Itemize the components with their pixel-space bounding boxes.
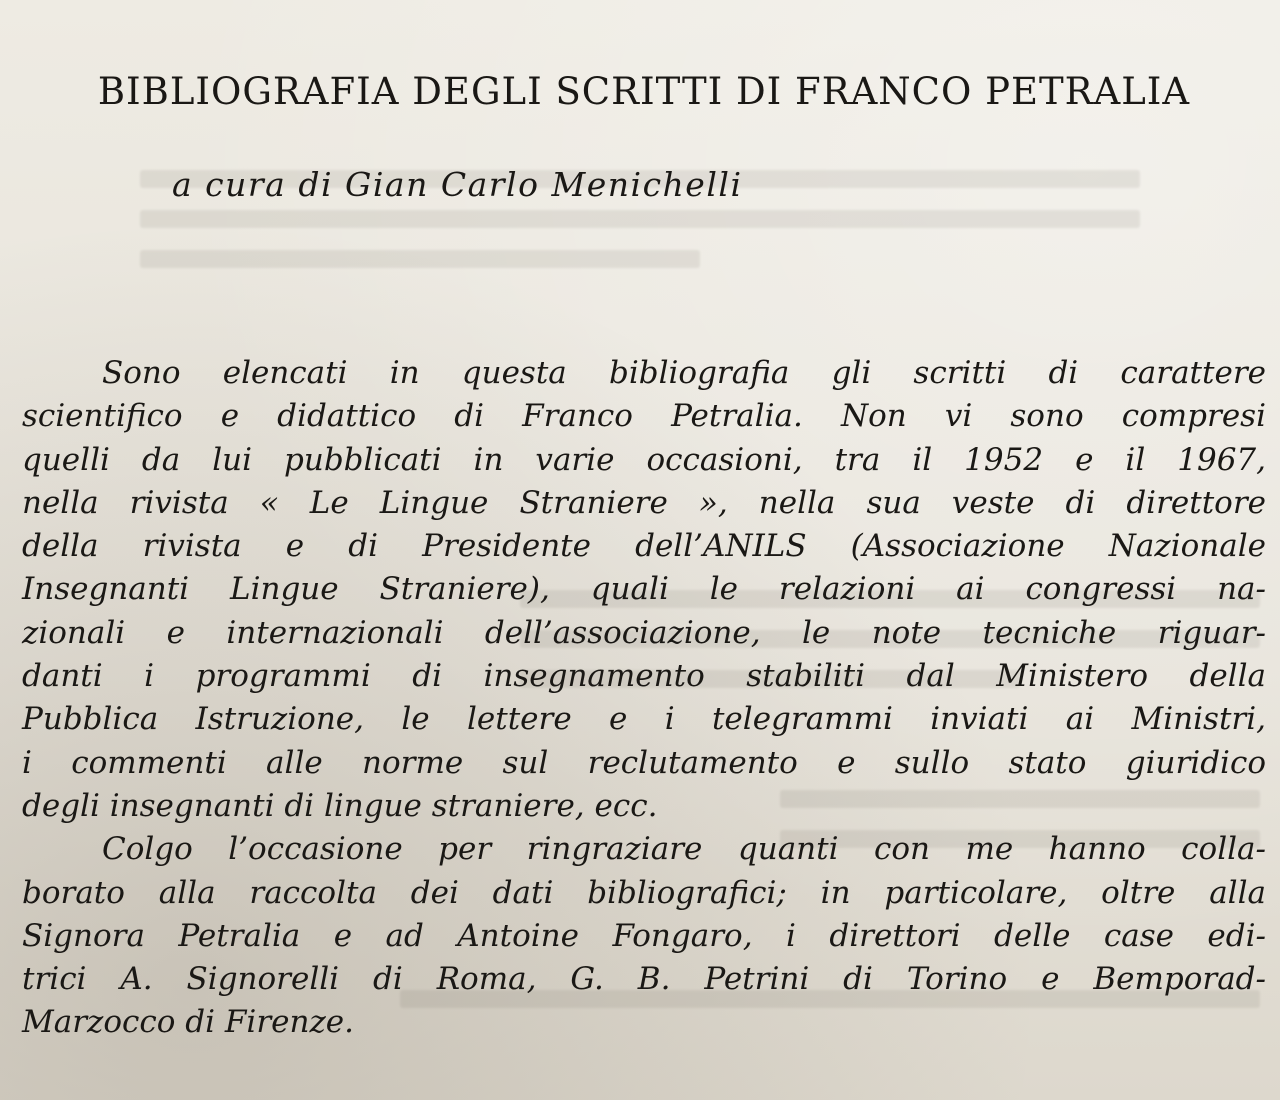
text-line: Sono elencati in questa bibliografia gli scritti di carattere — [102, 355, 1266, 391]
text-line: Marzocco di Firenze. — [22, 1004, 354, 1041]
text-line: i commenti alle norme sul reclutamento e sullo stato giuridico — [22, 744, 1266, 781]
text-line: della rivista e di Presidente dell’ANILS (Associazione Nazionale — [22, 528, 1266, 565]
text-line: trici A. Signorelli di Roma, G. B. Petrini di Torino e Bemporad- — [22, 961, 1266, 998]
text-line: Signora Petralia e ad Antoine Fongaro, i direttori delle case edi- — [22, 917, 1266, 954]
page-title: BIBLIOGRAFIA DEGLI SCRITTI DI FRANCO PETRALIA — [97, 70, 1191, 113]
editor-credit: a cura di Gian Carlo Menichelli — [172, 165, 743, 204]
text-line: scientifico e didattico di Franco Petralia. Non vi sono compresi — [22, 398, 1266, 435]
text-line: zionali e internazionali dell’associazione, le note tecniche riguar- — [22, 614, 1266, 651]
text-line: Colgo l’occasione per ringraziare quanti con me hanno colla- — [102, 831, 1266, 868]
text-line: quelli da lui pubblicati in varie occasioni, tra il 1952 e il 1967, — [22, 441, 1266, 478]
text-line: danti i programmi di insegnamento stabiliti dal Ministero della — [22, 658, 1266, 695]
text-line: degli insegnanti di lingue straniere, ecc. — [22, 787, 658, 824]
text-line: Insegnanti Lingue Straniere), quali le relazioni ai congressi na- — [22, 571, 1266, 608]
introduction-text — [22, 352, 1266, 1045]
text-line: nella rivista « Le Lingue Straniere », nella sua veste di direttore — [22, 484, 1266, 521]
text-line: Pubblica Istruzione, le lettere e i telegrammi inviati ai Ministri, — [22, 701, 1266, 738]
text-line: borato alla raccolta dei dati bibliografici; in particolare, oltre alla — [22, 874, 1266, 911]
